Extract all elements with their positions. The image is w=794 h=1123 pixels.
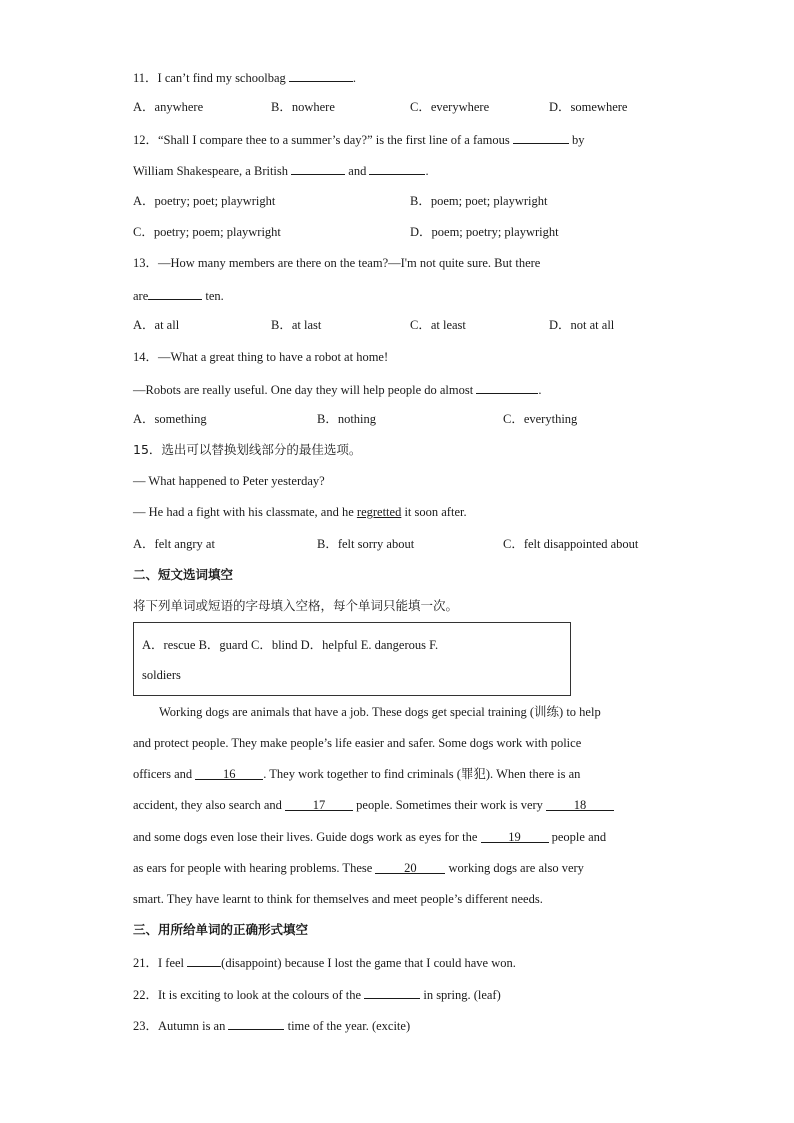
section-2-title: 二、短文选词填空 [133, 567, 234, 582]
q11-blank[interactable] [289, 68, 353, 82]
q14-text-end: . [538, 383, 542, 397]
q12-option-a[interactable]: A．poetry; poet; playwright [133, 194, 276, 208]
blank-17[interactable]: 17 [285, 797, 353, 811]
q11-option-b[interactable]: B．nowhere [271, 100, 335, 114]
question-23 [133, 1016, 410, 1034]
passage-line-6 [133, 860, 584, 876]
question-15-stem-line3 [133, 504, 467, 520]
word-bank-box [133, 622, 571, 696]
q15-option-a[interactable]: A．felt angry at [133, 537, 215, 551]
section-2-instruction: 将下列单词或短语的字母填入空格，每个单词只能填一次。 [133, 598, 459, 613]
blank-16[interactable]: 16 [195, 766, 263, 780]
passage-line-1: Working dogs are animals that have a job. These dogs get special training (训练) to help [159, 705, 601, 719]
question-21 [133, 953, 516, 971]
blank-19[interactable]: 19 [481, 829, 549, 843]
passage-text: working dogs are also very [445, 861, 584, 875]
q14-text: —Robots are really useful. One day they will help people do almost [133, 383, 477, 397]
question-15-stem-line1: 15．选出可以替换划线部分的最佳选项。 [133, 442, 362, 457]
q12-blank-3[interactable] [369, 161, 425, 175]
q13-text-end: ten. [202, 289, 224, 303]
q12-blank-1[interactable] [513, 130, 569, 144]
q11-option-c[interactable]: C．everywhere [410, 100, 490, 114]
q15-text-end: it soon after. [401, 505, 467, 519]
q23-blank[interactable] [228, 1016, 284, 1030]
passage-line-2: and protect people. They make people’s life easier and safer. Some dogs work with police [133, 736, 582, 750]
passage-line-3 [133, 766, 580, 782]
q12-option-d[interactable]: D．poem; poetry; playwright [410, 225, 559, 239]
passage-line-4 [133, 797, 614, 813]
q15-option-c[interactable]: C．felt disappointed about [503, 537, 639, 551]
q15-option-b[interactable]: B．felt sorry about [317, 537, 415, 551]
passage-text: accident, they also search and [133, 798, 286, 812]
q13-option-b[interactable]: B．at last [271, 318, 322, 332]
word-bank-line-2: soldiers [142, 668, 181, 682]
blank-18[interactable]: 18 [546, 797, 614, 811]
word-bank-line-1: A．rescue B．guard C．blind D．helpful E. dangerous F. [142, 638, 439, 652]
section-3-title: 三、用所给单词的正确形式填空 [133, 922, 309, 937]
question-14-stem-line2 [133, 380, 541, 398]
question-13-stem-line1: 13．—How many members are there on the team?—I'm not quite sure. But there [133, 256, 541, 270]
passage-text: officers and [133, 767, 196, 781]
q12-text: 12．“Shall I compare thee to a summer’s day?” is the first line of a famous [133, 133, 513, 147]
q12-text-by: by [568, 133, 585, 147]
q11-text: 11．I can’t find my schoolbag [133, 71, 289, 85]
q22-text-end: in spring. (leaf) [420, 988, 501, 1002]
q11-option-a[interactable]: A．anywhere [133, 100, 204, 114]
q13-text: are [133, 289, 149, 303]
q12-text-end: . [425, 164, 429, 178]
q13-option-d[interactable]: D．not at all [549, 318, 615, 332]
q12-text-2: William Shakespeare, a British [133, 164, 292, 178]
q14-option-b[interactable]: B．nothing [317, 412, 377, 426]
q12-blank-2[interactable] [291, 161, 345, 175]
q12-option-b[interactable]: B．poem; poet; playwright [410, 194, 548, 208]
passage-line-7: smart. They have learnt to think for themselves and meet people’s different needs. [133, 892, 543, 906]
passage-text: . They work together to find criminals (罪犯). When there is an [263, 767, 581, 781]
q12-option-c[interactable]: C．poetry; poem; playwright [133, 225, 281, 239]
q15-underlined-word: regretted [356, 505, 402, 519]
passage-line-5 [133, 829, 606, 845]
passage-text: people. Sometimes their work is very [353, 798, 547, 812]
question-13-stem-line2 [133, 286, 224, 304]
passage-text: people and [548, 830, 607, 844]
q22-blank[interactable] [364, 985, 420, 999]
q14-option-a[interactable]: A．something [133, 412, 207, 426]
q15-text: — He had a fight with his classmate, and he [133, 505, 357, 519]
question-22 [133, 985, 501, 1003]
passage-text: and some dogs even lose their lives. Guide dogs work as eyes for the [133, 830, 481, 844]
q13-blank[interactable] [148, 286, 202, 300]
q13-option-a[interactable]: A．at all [133, 318, 180, 332]
q21-text: 21．I feel [133, 956, 188, 970]
blank-20[interactable]: 20 [375, 860, 445, 874]
q12-text-and: and [345, 164, 370, 178]
q23-text: 23．Autumn is an [133, 1019, 229, 1033]
question-15-stem-line2: — What happened to Peter yesterday? [133, 474, 325, 488]
question-14-stem-line1: 14．—What a great thing to have a robot at home! [133, 350, 389, 364]
q13-option-c[interactable]: C．at least [410, 318, 466, 332]
question-12-stem-line2 [133, 161, 429, 179]
q14-option-c[interactable]: C．everything [503, 412, 578, 426]
passage-text: as ears for people with hearing problems. These [133, 861, 376, 875]
question-12-stem-line1 [133, 130, 585, 148]
q23-text-end: time of the year. (excite) [284, 1019, 411, 1033]
q14-blank[interactable] [476, 380, 538, 394]
q21-text-end: (disappoint) because I lost the game that I could have won. [221, 956, 516, 970]
q11-text-end: . [352, 71, 356, 85]
q11-option-d[interactable]: D．somewhere [549, 100, 628, 114]
question-11-stem [133, 68, 356, 86]
q21-blank[interactable] [187, 953, 221, 967]
q22-text: 22．It is exciting to look at the colours of the [133, 988, 365, 1002]
